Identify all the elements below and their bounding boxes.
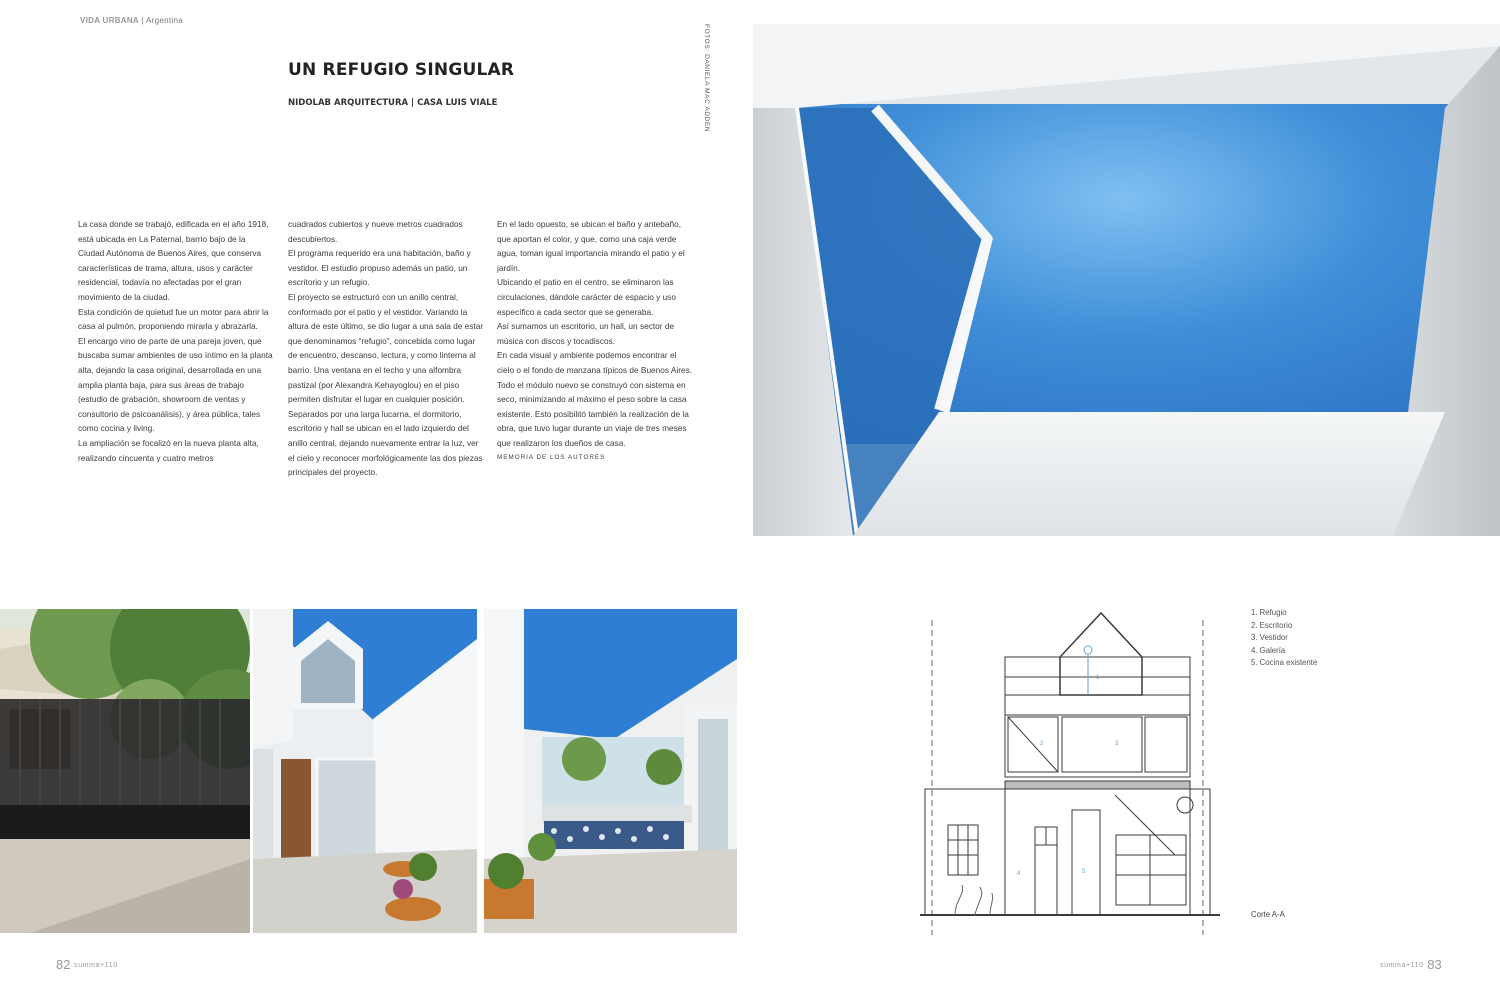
article-title: UN REFUGIO SINGULAR <box>288 60 515 80</box>
legend-item: 4. Galería <box>1251 645 1286 655</box>
body-column-1 <box>78 217 274 465</box>
paragraph: Todo el módulo nuevo se construyó con sistema en seco, minimizando al máximo el peso sobre la casa existente. Esto posibilitó también la realización de la obra, que tuvo lugar durante un viaje de tres meses que realizaron los dueños de casa. <box>497 379 689 448</box>
section-drawing <box>920 605 1220 935</box>
drawing-legend <box>1251 607 1317 670</box>
photo-credit-text: FOTOS: DANIELA MAC ADDEN <box>703 24 710 133</box>
svg-text:1: 1 <box>1096 675 1100 681</box>
section-name: VIDA URBANA <box>80 16 140 25</box>
body-column-2 <box>288 217 484 480</box>
paragraph: Esta condición de quietud fue un motor para abrir la casa al pulmón, proponiendo mirarla y abrazarla. <box>78 306 269 332</box>
author-signature: MEMORIA DE LOS AUTORES <box>497 453 606 461</box>
svg-text:4: 4 <box>1017 871 1021 877</box>
svg-text:2: 2 <box>1040 741 1044 747</box>
paragraph: El programa requerido era una habitación, baño y vestidor. El estudio propuso además un patio, un escritorio y un refugio. <box>288 248 471 288</box>
magazine-issue: summa+110 <box>1380 962 1424 969</box>
section-tag <box>80 16 183 25</box>
legend-item: 5. Cocina existente <box>1251 658 1318 667</box>
photo-courtyard <box>253 609 477 933</box>
paragraph: En cada visual y ambiente podemos encontrar el cielo o el fondo de manzana típicos de Buenos Aires. <box>497 350 693 375</box>
legend-item: 2. Escritorio <box>1251 620 1293 630</box>
body-column-3 <box>497 217 693 465</box>
article-subtitle: NIDOLAB ARQUITECTURA | CASA LUIS VIALE <box>288 98 498 108</box>
folio-left <box>56 957 118 972</box>
svg-text:3: 3 <box>1115 741 1119 747</box>
legend-item: 3. Vestidor <box>1251 633 1288 642</box>
paragraph: La ampliación se focalizó en la nueva planta alta, realizando cincuenta y cuatro metros <box>78 437 259 463</box>
legend-item: 1. Refugio <box>1251 608 1287 617</box>
paragraph: La casa donde se trabajó, edificada en el año 1918, está ubicada en La Paternal, barrio bajo de la Ciudad Autónoma de Buenos Aires, que conserva características de trama, altura, usos y carácter residencial, todavía no afectadas por el gran movimiento de la ciudad. <box>78 219 269 302</box>
paragraph: Ubicando el patio en el centro, se eliminaron las circulaciones, dándole carácter de espacio y uso específico a cada sector que se generaba. <box>497 277 676 317</box>
page-number: 83 <box>1427 957 1442 972</box>
paragraph: cuadrados cubiertos y nueve metros cuadrados descubiertos. <box>288 219 463 244</box>
magazine-issue: summa+110 <box>74 962 118 969</box>
paragraph: Separados por una larga lucarna, el dormitorio, escritorio y hall se ubican en el lado izquierdo del anillo central, dejando nuevamente entrar la luz, ver el cielo y reconocer morfológicamente las dos piezas principales del proyecto. <box>288 408 483 478</box>
photo-skylight <box>753 24 1500 536</box>
photo-street-gate <box>0 609 250 933</box>
section-country: Argentina <box>146 16 183 25</box>
page-number: 82 <box>56 957 71 972</box>
paragraph: En el lado opuesto, se ubican el baño y antebaño, que aportan el color, y que, como una caja verde agua, toman igual importancia mirando el patio y el jardín. <box>497 219 685 273</box>
folio-right <box>1380 957 1442 972</box>
photo-terrace <box>484 609 737 933</box>
paragraph: El encargo vino de parte de una pareja joven, que buscaba sumar ambientes de uso íntimo en la planta alta, dejando la casa original, desarrollada en una amplia planta baja, para sus áreas de trabajo (estudio de grabación, showroom de ventas y consultorio de psicoanálisis), y área pública, tales como cocina y living. <box>78 335 273 434</box>
section-separator: | <box>139 16 146 25</box>
photo-credit <box>700 24 712 134</box>
drawing-label: Corte A-A <box>1251 910 1285 919</box>
svg-text:5: 5 <box>1082 869 1086 875</box>
paragraph: Así sumamos un escritorio, un hall, un sector de música con discos y tocadiscos. <box>497 321 675 346</box>
paragraph: El proyecto se estructuró con un anillo central, conformado por el patio y el vestidor. Variando la altura de este último, se dio lugar a una sala de estar que denominamos “refugio”, concebida como lugar de encuentro, descanso, lectura, y como linterna al barrio. Una ventana en el techo y una alfombra pastizal (por Alexandra Kehayoglou) en el piso permiten disfrutar el lugar en cualquier posición. <box>288 291 484 405</box>
